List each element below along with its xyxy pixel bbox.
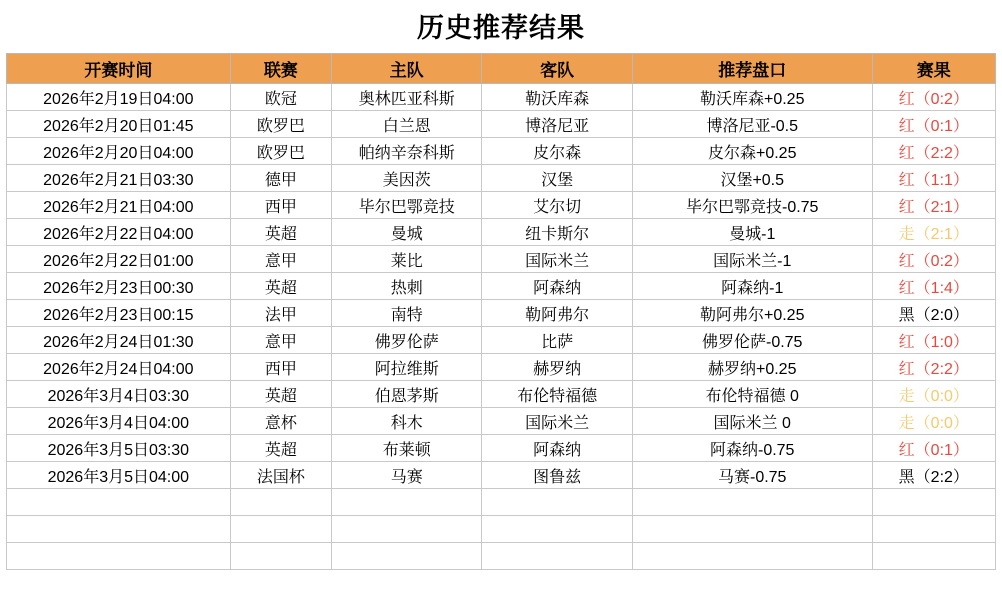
cell-result: 红（2:2） [872, 138, 995, 165]
cell-home: 莱比 [331, 246, 481, 273]
cell-time: 2026年2月23日00:30 [7, 273, 231, 300]
cell-home: 曼城 [331, 219, 481, 246]
cell-pick: 皮尔森+0.25 [632, 138, 872, 165]
table-header [7, 54, 996, 84]
table-row [7, 327, 996, 354]
cell-result: 红（0:1） [872, 435, 995, 462]
cell-league: 西甲 [230, 354, 331, 381]
history-results-table [6, 53, 996, 570]
cell-result: 红（2:2） [872, 354, 995, 381]
cell-empty [230, 543, 331, 570]
cell-away: 艾尔切 [482, 192, 632, 219]
table-row [7, 111, 996, 138]
table-row [7, 462, 996, 489]
cell-away: 图鲁兹 [482, 462, 632, 489]
cell-time: 2026年2月21日03:30 [7, 165, 231, 192]
cell-pick: 勒阿弗尔+0.25 [632, 300, 872, 327]
cell-away: 皮尔森 [482, 138, 632, 165]
cell-empty [7, 489, 231, 516]
cell-empty [230, 489, 331, 516]
cell-result: 黑（2:2） [872, 462, 995, 489]
cell-result: 红（0:2） [872, 246, 995, 273]
cell-pick: 汉堡+0.5 [632, 165, 872, 192]
table-row [7, 219, 996, 246]
cell-home: 佛罗伦萨 [331, 327, 481, 354]
cell-empty [872, 543, 995, 570]
table-row [7, 435, 996, 462]
cell-pick: 赫罗纳+0.25 [632, 354, 872, 381]
cell-empty [7, 516, 231, 543]
cell-league: 英超 [230, 219, 331, 246]
cell-away: 国际米兰 [482, 246, 632, 273]
cell-empty [331, 489, 481, 516]
cell-home: 科木 [331, 408, 481, 435]
cell-pick: 布伦特福德 0 [632, 381, 872, 408]
cell-away: 纽卡斯尔 [482, 219, 632, 246]
cell-away: 勒沃库森 [482, 84, 632, 111]
column-header-result: 赛果 [872, 54, 995, 84]
cell-pick: 佛罗伦萨-0.75 [632, 327, 872, 354]
cell-home: 美因茨 [331, 165, 481, 192]
cell-away: 阿森纳 [482, 435, 632, 462]
cell-pick: 马赛-0.75 [632, 462, 872, 489]
cell-away: 勒阿弗尔 [482, 300, 632, 327]
cell-time: 2026年2月22日04:00 [7, 219, 231, 246]
cell-result: 红（2:1） [872, 192, 995, 219]
table-row [7, 84, 996, 111]
cell-away: 国际米兰 [482, 408, 632, 435]
cell-empty [632, 543, 872, 570]
cell-time: 2026年3月5日04:00 [7, 462, 231, 489]
cell-home: 白兰恩 [331, 111, 481, 138]
cell-home: 阿拉维斯 [331, 354, 481, 381]
cell-pick: 博洛尼亚-0.5 [632, 111, 872, 138]
cell-away: 阿森纳 [482, 273, 632, 300]
cell-result: 黑（2:0） [872, 300, 995, 327]
cell-result: 走（0:0） [872, 381, 995, 408]
cell-time: 2026年2月23日00:15 [7, 300, 231, 327]
table-row [7, 246, 996, 273]
cell-league: 欧冠 [230, 84, 331, 111]
cell-empty [331, 516, 481, 543]
cell-home: 毕尔巴鄂竞技 [331, 192, 481, 219]
cell-away: 赫罗纳 [482, 354, 632, 381]
cell-league: 法甲 [230, 300, 331, 327]
cell-time: 2026年2月19日04:00 [7, 84, 231, 111]
cell-empty [482, 543, 632, 570]
cell-empty [482, 516, 632, 543]
column-header-pick: 推荐盘口 [632, 54, 872, 84]
cell-time: 2026年2月20日04:00 [7, 138, 231, 165]
cell-home: 布莱顿 [331, 435, 481, 462]
cell-away: 比萨 [482, 327, 632, 354]
cell-empty [7, 543, 231, 570]
cell-league: 欧罗巴 [230, 111, 331, 138]
table-header-row [7, 54, 996, 84]
cell-pick: 国际米兰 0 [632, 408, 872, 435]
cell-home: 南特 [331, 300, 481, 327]
cell-time: 2026年3月4日04:00 [7, 408, 231, 435]
table-row [7, 273, 996, 300]
column-header-home: 主队 [331, 54, 481, 84]
cell-pick: 毕尔巴鄂竞技-0.75 [632, 192, 872, 219]
cell-home: 热刺 [331, 273, 481, 300]
cell-time: 2026年2月24日04:00 [7, 354, 231, 381]
page-title: 历史推荐结果 [417, 13, 585, 43]
table-empty-row [7, 489, 996, 516]
cell-league: 欧罗巴 [230, 138, 331, 165]
cell-pick: 阿森纳-1 [632, 273, 872, 300]
cell-league: 意甲 [230, 246, 331, 273]
table-row [7, 408, 996, 435]
table-row [7, 192, 996, 219]
cell-time: 2026年3月4日03:30 [7, 381, 231, 408]
cell-result: 走（0:0） [872, 408, 995, 435]
cell-league: 法国杯 [230, 462, 331, 489]
column-header-away: 客队 [482, 54, 632, 84]
cell-empty [230, 516, 331, 543]
column-header-time: 开赛时间 [7, 54, 231, 84]
cell-league: 意杯 [230, 408, 331, 435]
cell-away: 布伦特福德 [482, 381, 632, 408]
cell-time: 2026年3月5日03:30 [7, 435, 231, 462]
table-row [7, 300, 996, 327]
cell-time: 2026年2月22日01:00 [7, 246, 231, 273]
table-empty-row [7, 543, 996, 570]
cell-home: 伯恩茅斯 [331, 381, 481, 408]
table-row [7, 381, 996, 408]
cell-result: 红（0:2） [872, 84, 995, 111]
cell-result: 红（0:1） [872, 111, 995, 138]
cell-league: 德甲 [230, 165, 331, 192]
cell-league: 英超 [230, 381, 331, 408]
cell-league: 西甲 [230, 192, 331, 219]
cell-empty [632, 489, 872, 516]
cell-home: 马赛 [331, 462, 481, 489]
cell-pick: 曼城-1 [632, 219, 872, 246]
cell-empty [632, 516, 872, 543]
cell-pick: 勒沃库森+0.25 [632, 84, 872, 111]
cell-result: 红（1:1） [872, 165, 995, 192]
table-row [7, 165, 996, 192]
cell-empty [331, 543, 481, 570]
table-body [7, 84, 996, 570]
cell-home: 奥林匹亚科斯 [331, 84, 481, 111]
cell-time: 2026年2月21日04:00 [7, 192, 231, 219]
cell-empty [872, 489, 995, 516]
column-header-league: 联赛 [230, 54, 331, 84]
cell-home: 帕纳辛奈科斯 [331, 138, 481, 165]
cell-empty [872, 516, 995, 543]
cell-time: 2026年2月20日01:45 [7, 111, 231, 138]
cell-empty [482, 489, 632, 516]
cell-away: 汉堡 [482, 165, 632, 192]
cell-pick: 国际米兰-1 [632, 246, 872, 273]
cell-result: 走（2:1） [872, 219, 995, 246]
cell-league: 英超 [230, 273, 331, 300]
cell-result: 红（1:0） [872, 327, 995, 354]
cell-pick: 阿森纳-0.75 [632, 435, 872, 462]
table-row [7, 138, 996, 165]
table-empty-row [7, 516, 996, 543]
cell-away: 博洛尼亚 [482, 111, 632, 138]
cell-league: 英超 [230, 435, 331, 462]
cell-result: 红（1:4） [872, 273, 995, 300]
cell-league: 意甲 [230, 327, 331, 354]
table-row [7, 354, 996, 381]
cell-time: 2026年2月24日01:30 [7, 327, 231, 354]
